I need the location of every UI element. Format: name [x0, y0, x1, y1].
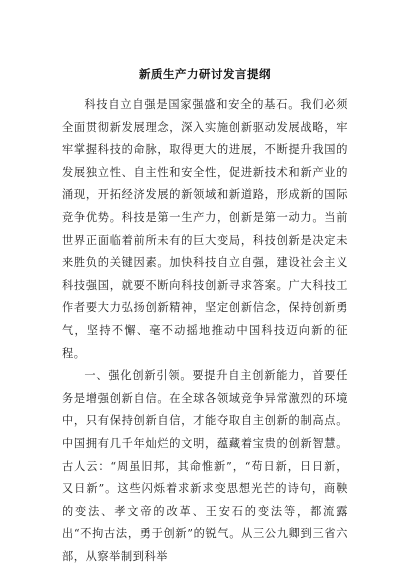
document-body [62, 94, 348, 568]
document-title: 新质生产力研讨发言提纲 [139, 67, 271, 81]
paragraph: 科技自立自强是国家强盛和安全的基石。我们必须全面贯彻新发展理念，深入实施创新驱动发展战略，牢牢掌握科技的命脉，取得更大的进展，不断提升我国的发展独立性、自主性和安全性，促进新技术和新产业的涌现，开拓经济发展的新领域和新道路，形成新的国际竞争优势。科技是第一生产力，创新是第一动力。当前世界正面临着前所未有的巨大变局，科技创新是决定未来胜负的关键因素。加快科技自立自强，建设社会主义科技强国，就要不断向科技创新寻求答案。广大科技工作者要大力弘扬创新精神，坚定创新信念，保持创新勇气，坚持不懈、毫不动摇地推动中国科技迈向新的征程。 [62, 98, 348, 360]
paragraph: 一、强化创新引领。要提升自主创新能力，首要任务是增强创新自信。在全球各领域竞争异常激烈的环境中，只有保持创新自信，才能夺取自主创新的制高点。中国拥有几千年灿烂的文明，蕴藏着宝贵的创新智慧。古人云：“周虽旧邦，其命惟新”，“苟日新，日日新，又日新”。这些闪烁着求新求变思想光芒的诗句，商鞅的变法、孝文帝的改革、王安石的变法等，都流露出“不拘古法，勇于创新”的锐气。从三公九卿到三省六部，从察举制到科举 [62, 369, 348, 563]
